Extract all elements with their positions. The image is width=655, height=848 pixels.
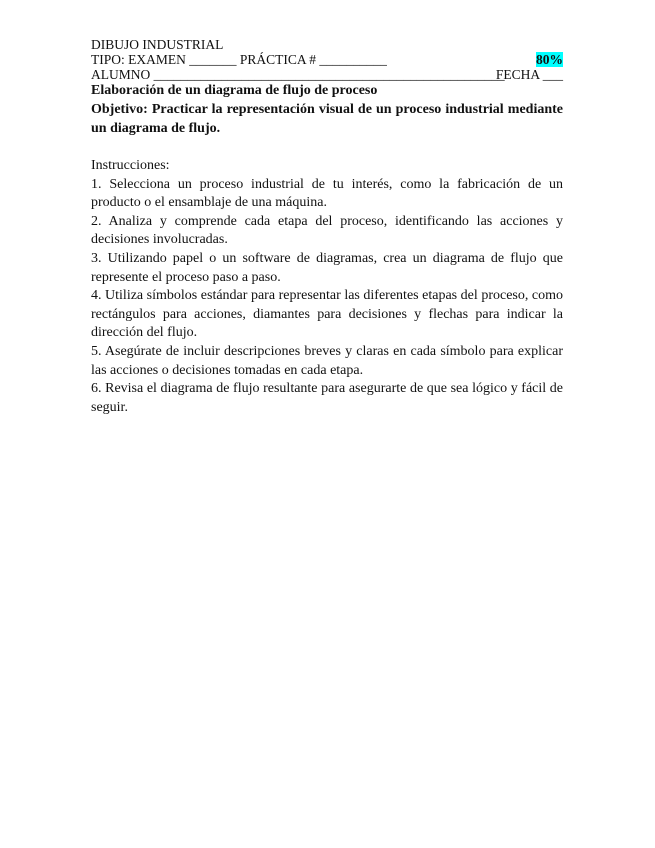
document-title: Elaboración de un diagrama de flujo de proceso xyxy=(91,83,378,98)
instruction-item-6: 6. Revisa el diagrama de flujo resultante para asegurarte de que sea lógico y fácil de seguir. xyxy=(91,381,563,415)
type-line-text: TIPO: EXAMEN _______ PRÁCTICA # __________ xyxy=(91,52,387,67)
document-objective: Objetivo: Practicar la representación visual de un proceso industrial mediante un diagrama de flujo. xyxy=(91,102,563,136)
instruction-item-1: 1. Selecciona un proceso industrial de tu interés, como la fabricación de un producto o el ensamblaje de una máquina. xyxy=(91,176,563,211)
blank-line xyxy=(91,138,563,157)
instruction-item-2: 2. Analiza y comprende cada etapa del proceso, identificando las acciones y decisiones involucradas. xyxy=(91,213,563,248)
instruction-item-3: 3. Utilizando papel o un software de diagramas, crea un diagrama de flujo que represente el proceso paso a paso. xyxy=(91,250,563,285)
percent-badge: 80% xyxy=(536,52,563,67)
document-content xyxy=(91,37,563,417)
student-line xyxy=(91,67,563,82)
instruction-item-5: 5. Asegúrate de incluir descripciones breves y claras en cada símbolo para explicar las acciones o decisiones tomadas en cada etapa. xyxy=(91,343,563,378)
course-name xyxy=(91,37,563,52)
student-line-text: ALUMNO ____________________________________________________ xyxy=(91,67,505,82)
instruction-item-4: 4. Utiliza símbolos estándar para representar las diferentes etapas del proceso, como rectángulos para acciones, diamantes para decisiones y flechas para indicar la dirección del flujo. xyxy=(91,288,563,341)
course-name-text: DIBUJO INDUSTRIAL xyxy=(91,37,224,52)
instructions-heading: Instrucciones: xyxy=(91,158,170,173)
date-label: FECHA ___ xyxy=(495,67,563,82)
type-line xyxy=(91,52,563,67)
